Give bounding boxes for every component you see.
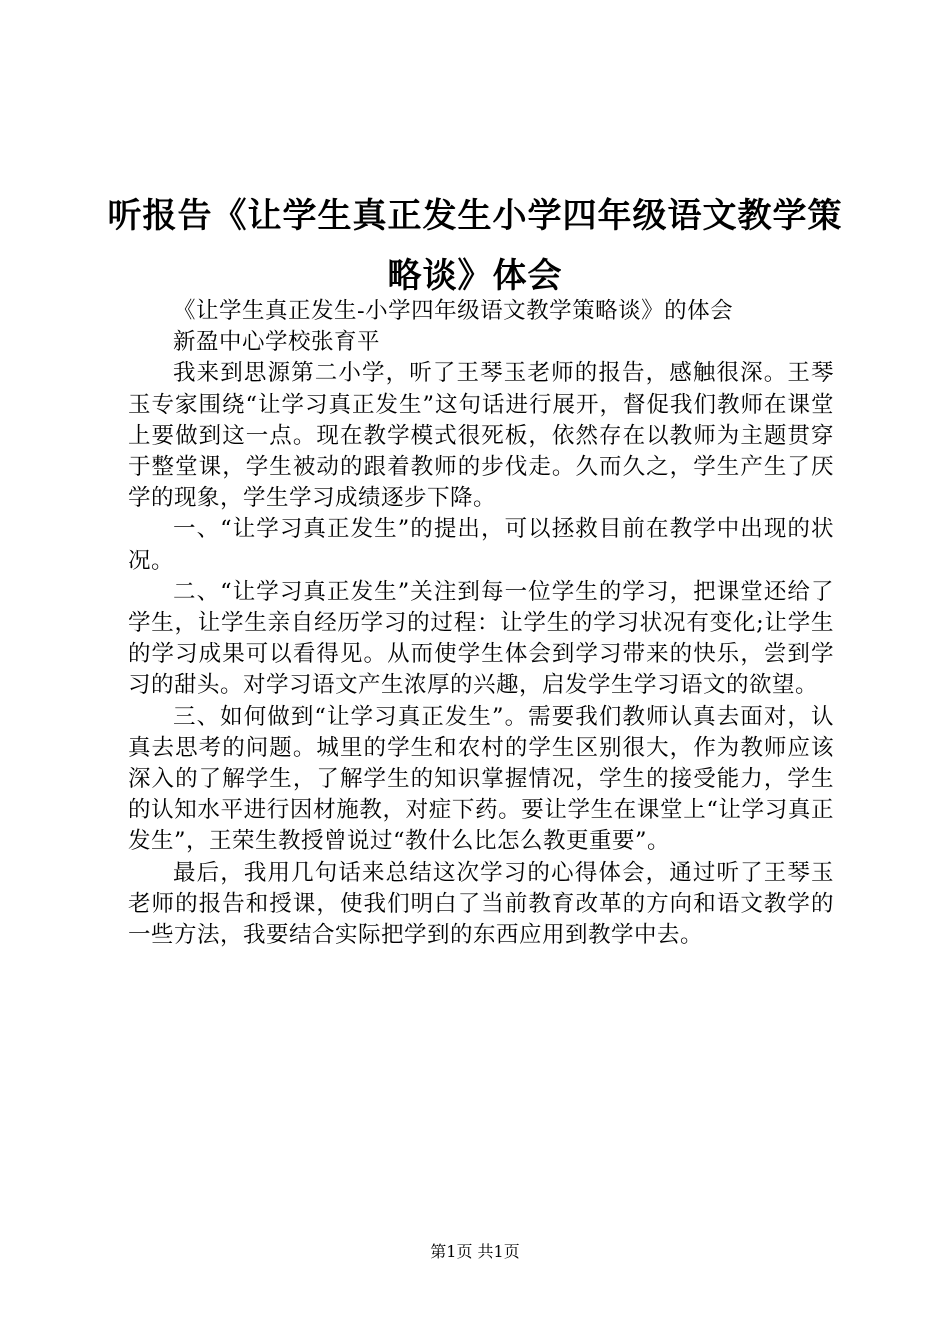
body-paragraph: 我来到思源第二小学，听了王琴玉老师的报告，感触很深。王琴玉专家围绕“让学习真正发生”这句话进行展开，督促我们教师在课堂上要做到这一点。现在教学模式很死板，依然存在以教师为主题贯穿于整堂课，学生被动的跟着教师的步伐走。久而久之，学生产生了厌学的现象，学生学习成绩逐步下降。 <box>128 360 834 512</box>
document-body <box>128 296 834 951</box>
body-paragraph: 最后，我用几句话来总结这次学习的心得体会，通过听了王琴玉老师的报告和授课，使我们明白了当前教育改革的方向和语文教学的一些方法，我要结合实际把学到的东西应用到教学中去。 <box>128 859 834 949</box>
body-paragraph: 二、“让学习真正发生”关注到每一位学生的学习，把课堂还给了学生，让学生亲自经历学习的过程：让学生的学习状况有变化;让学生的学习成果可以看得见。从而使学生体会到学习带来的快乐，尝到学习的甜头。对学习语文产生浓厚的兴趣，启发学生学习语文的欲望。 <box>128 578 834 699</box>
body-paragraph: 一、“让学习真正发生”的提出，可以拯救目前在教学中出现的状况。 <box>128 516 834 574</box>
page-footer: 第1页 共1页 <box>430 1242 520 1261</box>
document-title: 听报告《让学生真正发生小学四年级语文教学策略谈》体会 <box>107 196 843 296</box>
subtitle-paragraph: 《让学生真正发生-小学四年级语文教学策略谈》的体会 <box>173 298 734 324</box>
body-paragraph: 三、如何做到“让学习真正发生”。需要我们教师认真去面对，认真去思考的问题。城里的学生和农村的学生区别很大，作为教师应该深入的了解学生，了解学生的知识掌握情况，学生的接受能力，学生的认知水平进行因材施教，对症下药。要让学生在课堂上“让学习真正发生”，王荣生教授曾说过“教什么比怎么教更重要”。 <box>128 703 834 855</box>
author-line: 新盈中心学校张育平 <box>173 329 381 356</box>
